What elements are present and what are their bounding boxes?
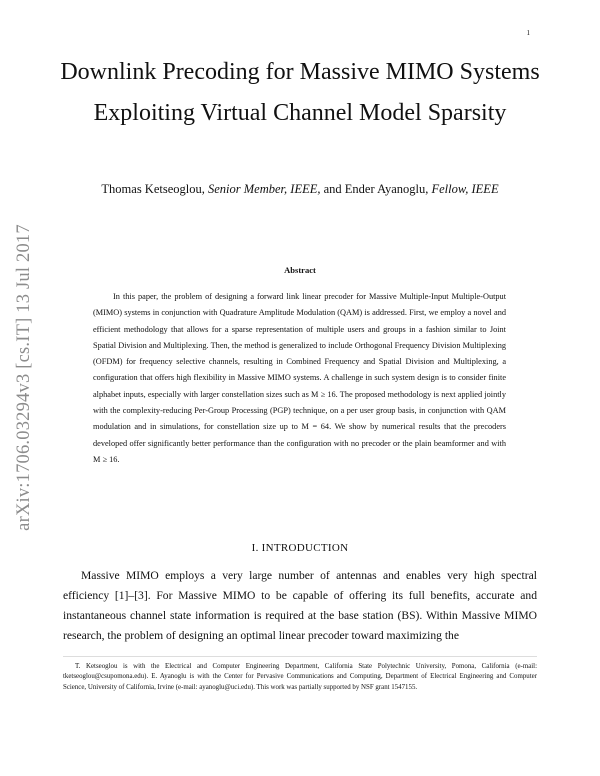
section-heading-introduction: I. INTRODUCTION xyxy=(251,542,349,554)
introduction-paragraph: Massive MIMO employs a very large number of antennas and enables very high spectral efficiency [1]–[3]. For Massive MIMO to be capable of offering its full benefits, accurate and instantaneous channel state information is required at the base station (BS). Within Massive MIMO research, the problem of designing an optimal linear precoder toward maximizing the xyxy=(63,569,537,642)
author-1-name: Thomas Ketseoglou, xyxy=(101,182,208,196)
author-2-title: Fellow, IEEE xyxy=(431,182,499,196)
arxiv-identifier-text: arXiv:1706.03294v3 [cs.IT] 13 Jul 2017 xyxy=(13,223,34,531)
paper-title: Downlink Precoding for Massive MIMO Systems Exploiting Virtual Channel Model Sparsity xyxy=(60,59,540,126)
abstract-body: In this paper, the problem of designing a forward link linear precoder for Massive Multiple-Input Multiple-Output (MIMO) systems in conjunction with Quadrature Amplitude Modulation (QAM) is addressed. First, we employ a novel and efficient methodology that allows for a sparse representation of multiple users and groups in a fashion similar to Joint Spatial Division and Multiplexing. Then, the method is generalized to include Orthogonal Frequency Division Multiplexing (OFDM) for frequency selective channels, resulting in Combined Frequency and Spatial Division and Multiplexing, a configuration that offers high flexibility in Massive MIMO systems. A challenge in such system design is to consider finite alphabet inputs, especially with larger constellation sizes such as M ≥ 16. The proposed methodology is next applied jointly with the complexity-reducing Per-Group Processing (PGP) technique, on a per user group basis, in conjunction with QAM modulation and in simulations, for constellation size up to M = 64. We show by numerical results that the precoders developed offer significantly better performance than the configuration with no precoder or the plain beamformer and with M ≥ 16. xyxy=(93,292,506,464)
arxiv-identifier-stamp xyxy=(13,212,35,542)
author-affiliation-footnote: T. Ketseoglou is with the Electrical and Computer Engineering Department, California State Polytechnic University, Pomona, California (e-mail: tketseoglou@csupomona.edu). E. Ayanoglu is with the Center for Pervasive Communications and Computing, Department of Electrical Engineering and Computer Science, University of California, Irvine (e-mail: ayanoglu@uci.edu). This work was partially supported by NSF grant 1547155. xyxy=(63,663,537,691)
author-connector: and Ender Ayanoglu, xyxy=(320,182,432,196)
author-line xyxy=(40,182,560,197)
abstract-heading: Abstract xyxy=(284,265,316,275)
footnote-divider xyxy=(63,656,537,657)
author-1-title: Senior Member, IEEE, xyxy=(208,182,321,196)
page-number: 1 xyxy=(526,29,530,37)
